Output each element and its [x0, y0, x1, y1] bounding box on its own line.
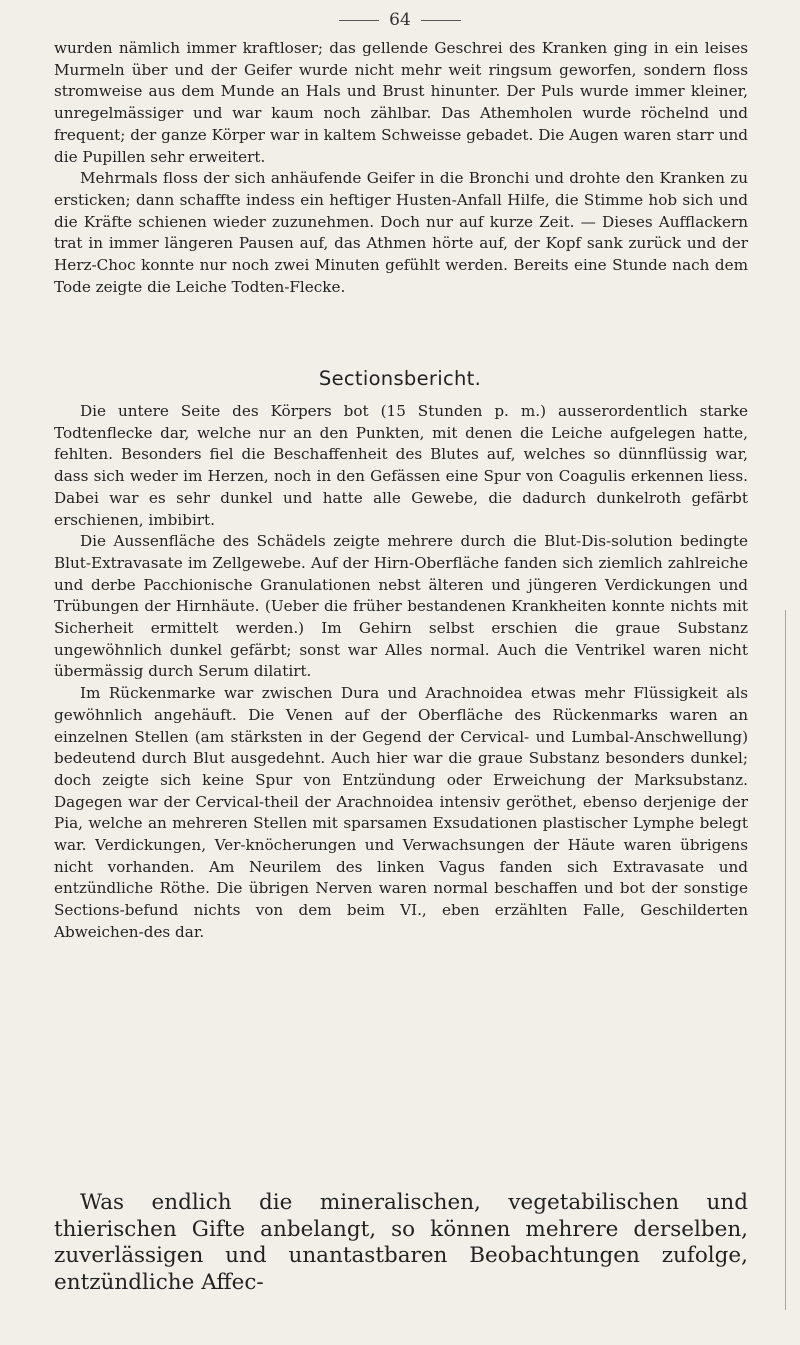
paragraph-body-findings: Die untere Seite des Körpers bot (15 Stunden p. m.) ausserordentlich starke Todtenflecke dar, welche nur an den Punkten, mit denen die Leiche aufgelegen hatte, fehlten. Besonders fiel die Beschaffenheit des Blutes auf, welches so dünnflüssig war, dass sich weder im Herzen, noch in den Gefässen eine Spur von Coagulis erkennen liess. Dabei war es sehr dunkel und hatte alle Gewebe, die dadurch dunkelroth gefärbt erschienen, imbibirt. [54, 402, 748, 529]
paragraph-skull-findings: Die Aussenfläche des Schädels zeigte mehrere durch die Blut-Dis-solution bedingte Blut-Extravasate im Zellgewebe. Auf der Hirn-Oberfläche fanden sich ziemlich zahlreiche und derbe Pacchionische Granulationen nebst älteren und jüngeren Verdickungen und Trübungen der Hirnhäute. (Ueber die früher bestandenen Krankheiten konnte nichts mit Sicherheit ermittelt werden.) Im Gehirn selbst erschien die graue Substanz ungewöhnlich dunkel gefärbt; sonst war Alles normal. Auch die Ventrikel waren nicht übermässig durch Serum dilatirt. [54, 532, 748, 681]
paragraph-spine-findings: Im Rückenmarke war zwischen Dura und Arachnoidea etwas mehr Flüssigkeit als gewöhnlich angehäuft. Die Venen auf der Oberfläche des Rückenmarks waren an einzelnen Stellen (am stärksten in der Gegend der Cervical- und Lumbal-Anschwellung) bedeutend durch Blut ausgedehnt. Auch hier war die graue Substanz besonders dunkel; doch zeigte sich keine Spur von Entzündung oder Erweichung der Marksubstanz. Dagegen war der Cervical-theil der Arachnoidea intensiv geröthet, ebenso derjenige der Pia, welche an mehreren Stellen mit sparsamen Exsudationen plastischer Lymphe belegt war. Verdickungen, Ver-knöcherungen und Verwachsungen der Häute waren übrigens nicht vorhanden. Am Neurilem des linken Vagus fanden sich Extravasate und entzündliche Röthe. Die übrigen Nerven waren normal beschaffen und bot der sonstige Sections-befund nichts von dem beim VI., eben erzählten Falle, Geschilderten Abweichen-des dar. [54, 684, 748, 941]
header-dash-left [339, 20, 379, 21]
page-number: 64 [389, 10, 411, 30]
header-dash-right [421, 20, 461, 21]
page-edge-line [785, 610, 786, 1310]
paragraph-death: Mehrmals floss der sich anhäufende Geifer in die Bronchi und drohte den Kranken zu ersticken; dann schaffte indess ein heftiger Husten-Anfall Hilfe, die Stimme hob sich und die Kräfte schienen wieder zuzunehmen. Doch nur auf kurze Zeit. — Dieses Aufflackern trat in immer längeren Pausen auf, das Athmen hörte auf, der Kopf sank zurück und der Herz-Choc konnte nur noch zwei Minuten gefühlt werden. Bereits eine Stunde nach dem Tode zeigte die Leiche Todten-Flecke. [54, 169, 748, 296]
text-block-section [54, 401, 748, 944]
text-block-top [54, 38, 748, 298]
paragraph-symptoms: wurden nämlich immer kraftloser; das gellende Geschrei des Kranken ging in ein leises Murmeln über und der Geifer wurde nicht mehr weit ringsum geworfen, sondern floss stromweise aus dem Munde an Hals und Brust hinunter. Der Puls wurde immer kleiner, unregelmässiger und war kaum noch zählbar. Das Athemholen wurde röchelnd und frequent; der ganze Körper war in kaltem Schweisse gebadet. Die Augen waren starr und die Pupillen sehr erweitert. [54, 39, 748, 166]
page-header [0, 10, 800, 30]
paragraph-poisons: Was endlich die mineralischen, vegetabilischen und thierischen Gifte anbelangt, so können mehrere derselben, zuverlässigen und unantastbaren Beobachtungen zufolge, entzündliche Affec- [54, 1190, 748, 1295]
section-title: Sectionsbericht. [318, 367, 482, 390]
